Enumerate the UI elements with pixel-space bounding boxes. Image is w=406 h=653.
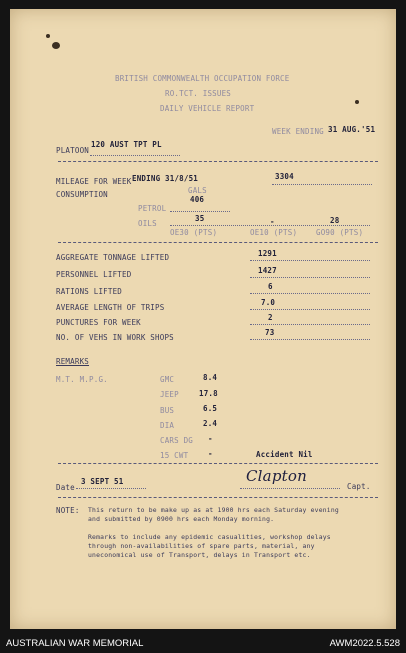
mpg-row-label: JEEP [160, 390, 179, 399]
remark-text-1: Remarks to include any epidemic casualities, workshop delays [88, 533, 331, 541]
oils-label: OILS [138, 219, 157, 228]
gals-label: GALS [188, 186, 207, 195]
trips-label: AVERAGE LENGTH OF TRIPS [56, 303, 165, 312]
petrol-label: PETROL [138, 204, 167, 213]
week-ending-label: WEEK ENDING [272, 127, 324, 136]
platoon-value: 120 AUST TPT PL [91, 140, 162, 149]
note-text-1: This return to be make up as at 1900 hrs each Saturday evening [88, 506, 339, 514]
mpg-row-value: - [208, 449, 213, 458]
mpg-row-label: GMC [160, 375, 175, 384]
mileage-ending: ENDING 31/8/51 [132, 174, 199, 183]
footer-bar [0, 629, 406, 653]
mpg-row-label: BUS [160, 406, 175, 415]
divider [58, 463, 378, 464]
personnel-value: 1427 [258, 266, 277, 275]
ink-stain [52, 42, 60, 49]
punctures-label: PUNCTURES FOR WEEK [56, 318, 141, 327]
date-value: 3 SEPT 51 [81, 477, 124, 486]
remark-text-3: uneconomical use of Transport, delays in Transport etc. [88, 551, 311, 559]
mileage-label: MILEAGE FOR WEEK [56, 177, 132, 186]
mpg-row-label: DIA [160, 421, 175, 430]
mpg-row-value: 2.4 [203, 419, 218, 428]
divider [58, 497, 378, 498]
mpg-row-label: 15 CWT [160, 451, 189, 460]
heading-line-1: BRITISH COMMONWEALTH OCCUPATION FORCE [115, 74, 290, 83]
tonnage-label: AGGREGATE TONNAGE LIFTED [56, 253, 170, 262]
consumption-label: CONSUMPTION [56, 190, 108, 199]
oil-col-3: GO90 (PTS) [316, 228, 364, 237]
mpg-row-label: CARS DG [160, 436, 194, 445]
oils-value-3: 28 [330, 216, 340, 225]
remarks-label: REMARKS [56, 357, 90, 366]
ink-stain [355, 100, 359, 104]
rations-value: 6 [268, 282, 273, 291]
oils-value-1: 35 [195, 214, 205, 223]
note-text-2: and submitted by 0900 hrs each Monday morning. [88, 515, 275, 523]
accident-note: Accident Nil [256, 450, 313, 459]
tonnage-value: 1291 [258, 249, 277, 258]
veh-label: NO. OF VEHS IN WORK SHOPS [56, 333, 174, 342]
mileage-value: 3304 [275, 172, 294, 181]
footer-credit: AUSTRALIAN WAR MEMORIAL [6, 638, 144, 649]
rations-label: RATIONS LIFTED [56, 287, 123, 296]
heading-line-2: RO.TCT. ISSUES [165, 89, 232, 98]
petrol-value: 406 [190, 195, 205, 204]
remark-text-2: through non-availabilities of spare parts, material, any [88, 542, 315, 550]
signature: Clapton [246, 467, 307, 485]
footer-accession-number: AWM2022.5.528 [329, 638, 400, 649]
rank: Capt. [347, 482, 371, 491]
mpg-label: M.T. M.P.G. [56, 375, 108, 384]
mpg-row-value: 8.4 [203, 373, 218, 382]
oils-value-2: - [270, 217, 275, 226]
oil-col-2: OE10 (PTS) [250, 228, 298, 237]
date-label: Date [56, 483, 75, 492]
ink-stain [46, 34, 50, 38]
document-page [10, 9, 396, 629]
heading-line-3: DAILY VEHICLE REPORT [160, 104, 255, 113]
divider [58, 161, 378, 162]
mpg-row-value: - [208, 434, 213, 443]
divider [58, 242, 378, 243]
punctures-value: 2 [268, 313, 273, 322]
oil-col-1: OE30 (PTS) [170, 228, 218, 237]
mpg-row-value: 17.8 [199, 389, 218, 398]
veh-value: 73 [265, 328, 275, 337]
week-ending-value: 31 AUG.'51 [328, 125, 376, 134]
mpg-row-value: 6.5 [203, 404, 218, 413]
trips-value: 7.0 [261, 298, 276, 307]
note-label: NOTE: [56, 506, 80, 515]
platoon-label: PLATOON [56, 146, 90, 155]
personnel-label: PERSONNEL LIFTED [56, 270, 132, 279]
